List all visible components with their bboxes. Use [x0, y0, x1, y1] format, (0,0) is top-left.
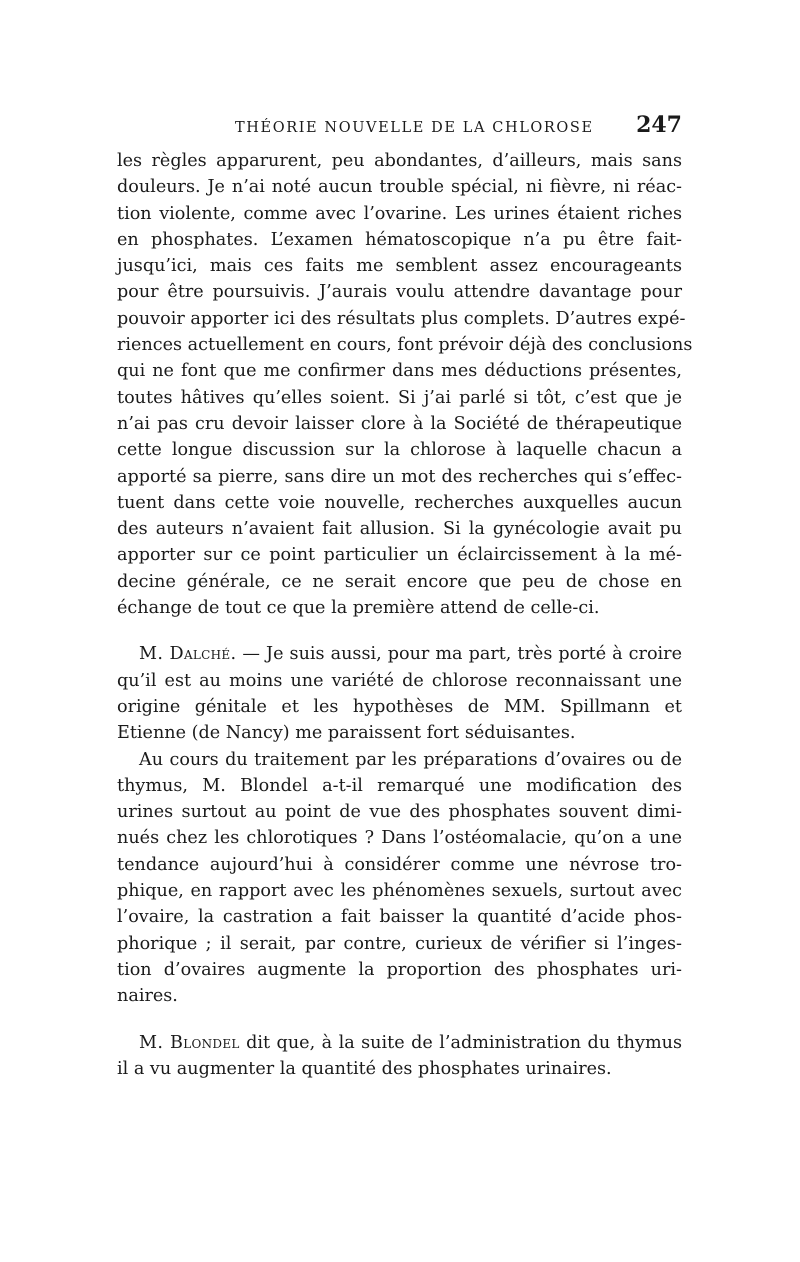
paragraph-spacer — [117, 621, 682, 641]
text-line: des auteurs n’avaient fait allusion. Si la gynécologie avait pu — [117, 519, 682, 540]
text-line: origine génitale et les hypothèses de MM. Spillmann et — [117, 696, 682, 717]
text-line — [117, 1030, 682, 1056]
book-page — [117, 112, 693, 1082]
text-line: phorique ; il serait, par contre, curieux de vérifier si l’inges- — [117, 933, 682, 954]
text-line: Au cours du traitement par les préparations d’ovaires ou de — [139, 749, 682, 770]
text-line: tendance aujourd’hui à considérer comme une névrose tro- — [117, 854, 682, 875]
text-line: il a vu augmenter la quantité des phosphates urinaires. — [117, 1058, 612, 1079]
text-line: pouvoir apporter ici des résultats plus complets. D’autres expé- — [117, 308, 686, 329]
page-number: 247 — [636, 112, 682, 138]
speaker-name: M. Blondel — [139, 1032, 240, 1053]
paragraph-dalche — [117, 641, 682, 746]
text-line: qui ne font que me confirmer dans mes déductions présentes, — [117, 361, 682, 382]
text-line: en phosphates. L’examen hématoscopique n’a pu être fait- — [117, 229, 682, 250]
text-line: riences actuellement en cours, font prévoir déjà des conclusions — [117, 335, 693, 356]
text-run: dit que, à la suite de l’administration du thymus — [239, 1032, 682, 1053]
text-line: naires. — [117, 986, 178, 1007]
text-run: — Je suis aussi, pour ma part, très porté à croire — [236, 644, 682, 665]
text-line: toutes hâtives qu’elles soient. Si j’ai parlé si tôt, c’est que je — [117, 387, 682, 408]
text-line — [117, 641, 682, 667]
text-line: tion d’ovaires augmente la proportion des phosphates uri- — [117, 959, 682, 980]
text-line: decine générale, ce ne serait encore que peu de chose en — [117, 571, 682, 592]
text-line: nués chez les chlorotiques ? Dans l’ostéomalacie, qu’on a une — [117, 828, 682, 849]
text-line: apporter sur ce point particulier un éclaircissement à la mé- — [117, 545, 682, 566]
running-title: THÉORIE NOUVELLE DE LA CHLOROSE — [235, 120, 594, 136]
paragraph-spacer — [117, 1010, 682, 1030]
paragraph-blondel — [117, 1030, 682, 1083]
text-line: échange de tout ce que la première attend de celle-ci. — [117, 598, 600, 619]
text-line: tuent dans cette voie nouvelle, recherches auxquelles aucun — [117, 492, 682, 513]
paragraph-3 — [117, 747, 682, 1010]
text-line: n’ai pas cru devoir laisser clore à la Société de thérapeutique — [117, 413, 682, 434]
text-line: l’ovaire, la castration a fait baisser la quantité d’acide phos- — [117, 907, 682, 928]
text-line: thymus, M. Blondel a-t-il remarqué une modification des — [117, 775, 682, 796]
text-line: jusqu’ici, mais ces faits me semblent assez encourageants — [117, 256, 682, 277]
text-line: tion violente, comme avec l’ovarine. Les urines étaient riches — [117, 203, 682, 224]
running-head — [117, 112, 682, 144]
text-line: qu’il est au moins une variété de chlorose reconnaissant une — [117, 670, 682, 691]
text-line: les règles apparurent, peu abondantes, d’ailleurs, mais sans — [117, 151, 682, 171]
text-line: apporté sa pierre, sans dire un mot des recherches qui s’effec- — [117, 466, 682, 487]
speaker-name: M. Dalché. — [139, 644, 237, 665]
text-line: phique, en rapport avec les phénomènes sexuels, surtout avec — [117, 881, 682, 902]
text-line: cette longue discussion sur la chlorose à laquelle chacun a — [117, 440, 682, 461]
text-line: pour être poursuivis. J’aurais voulu attendre davantage pour — [117, 282, 682, 303]
text-line: urines surtout au point de vue des phosphates souvent dimi- — [117, 802, 682, 823]
text-line: Etienne (de Nancy) me paraissent fort séduisantes. — [117, 723, 576, 744]
paragraph-1 — [117, 148, 693, 621]
text-line: douleurs. Je n’ai noté aucun trouble spécial, ni fièvre, ni réac- — [117, 177, 682, 198]
